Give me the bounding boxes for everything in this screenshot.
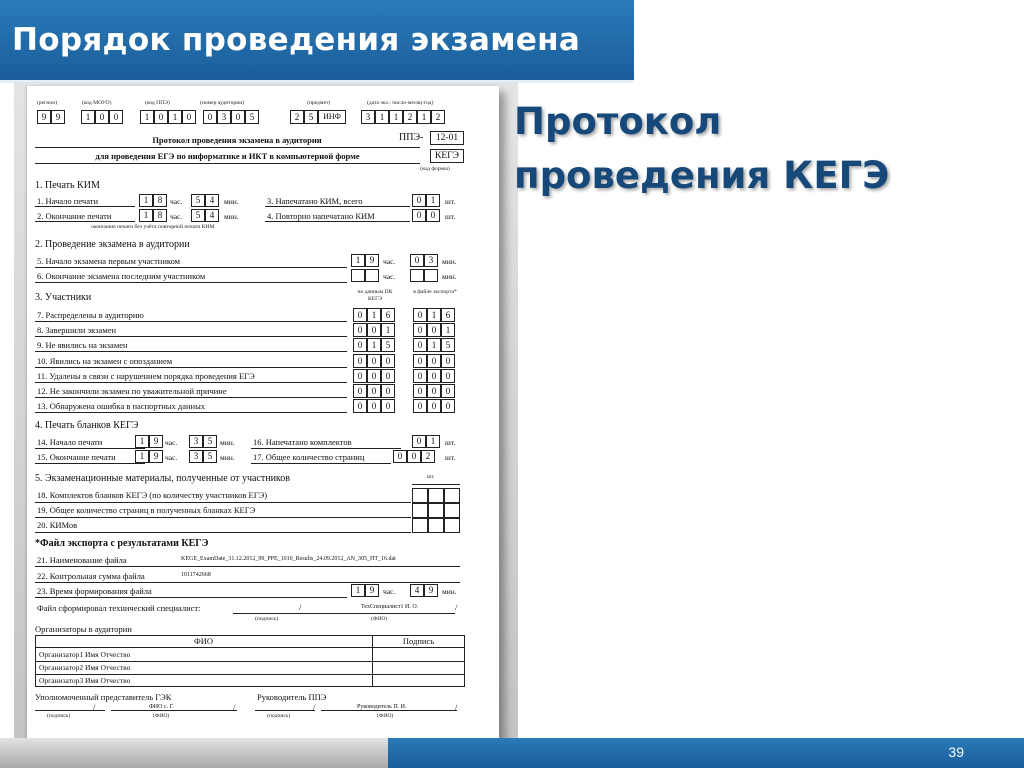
- rule-line: [35, 582, 460, 583]
- protocol-title-rule: [35, 147, 420, 148]
- rule-line: [35, 397, 347, 398]
- moyo-digit: 1: [81, 110, 95, 124]
- slash: /: [455, 602, 458, 612]
- participants-pk-digit: 6: [381, 308, 395, 322]
- rule-line: [35, 502, 411, 503]
- form-code-caption: (код формы): [420, 166, 450, 172]
- materials-cell: [412, 518, 428, 533]
- participants-export-digit: 1: [427, 338, 441, 352]
- ppe-code-caption: (код ППЭ): [145, 100, 170, 106]
- materials-row-label: 18. Комплектов бланков КЕГЭ (по количеству участников ЕГЭ): [37, 490, 268, 500]
- participants-export-digit: 0: [427, 399, 441, 413]
- rule-line: [251, 463, 391, 464]
- specialist-name: ТехСпециалист1 И. О.: [361, 604, 419, 610]
- blank-start-label: 14. Начало печати: [37, 437, 103, 447]
- organizers-col-fio: ФИО: [194, 636, 213, 646]
- participants-pk-digit: 0: [381, 354, 395, 368]
- fio-caption: (ФИО): [371, 616, 388, 622]
- room-digit: 3: [217, 110, 231, 124]
- rule-line: [35, 532, 411, 533]
- slash: /: [299, 602, 302, 612]
- participants-pk-digit: 0: [381, 369, 395, 383]
- printed-kim-label: 3. Напечатано КИМ, всего: [267, 196, 363, 206]
- participants-export-digit: 0: [441, 369, 455, 383]
- ppe-digit: 0: [182, 110, 196, 124]
- exam-start-label: 5. Начало экзамена первым участником: [37, 256, 181, 266]
- end-print-min: 5: [191, 209, 205, 222]
- slide-title: Порядок проведения экзамена: [12, 22, 581, 58]
- gek-name: ФИО с. Г.: [149, 704, 174, 710]
- rule-line: [35, 367, 347, 368]
- exam-end-label: 6. Окончание экзамена последним участником: [37, 271, 206, 281]
- rule-line: [111, 710, 237, 711]
- participants-pk-digit: 0: [353, 399, 367, 413]
- ppe-digit: 1: [168, 110, 182, 124]
- materials-header-box: [412, 484, 460, 488]
- rule-line: [35, 412, 347, 413]
- participants-export-digit: 0: [413, 338, 427, 352]
- participants-export-digit: 0: [413, 384, 427, 398]
- blank-start-hour: 9: [149, 435, 163, 448]
- participants-pk-digit: 0: [367, 384, 381, 398]
- rule-line: [35, 321, 347, 322]
- participants-pk-digit: 0: [381, 384, 395, 398]
- blank-end-min: 5: [203, 450, 217, 463]
- room-digit: 0: [231, 110, 245, 124]
- protocol-subtitle-rule: [35, 163, 420, 164]
- date-digit: 2: [431, 110, 445, 124]
- subject-name: ИНФ: [318, 110, 346, 124]
- participants-pk-digit: 0: [353, 384, 367, 398]
- materials-cell: [412, 488, 428, 503]
- rule-line: [265, 206, 410, 207]
- exam-start-min: 0: [410, 254, 424, 267]
- rule-line: [35, 221, 135, 222]
- checksum-value: 1011742668: [181, 572, 211, 578]
- hour-unit: час.: [170, 212, 183, 221]
- start-print-label: 1. Начало печати: [37, 196, 99, 206]
- participants-pk-digit: 0: [367, 323, 381, 337]
- end-print-min: 4: [205, 209, 219, 222]
- start-print-min: 5: [191, 194, 205, 207]
- region-digit: 9: [51, 110, 65, 124]
- region-caption: (регион): [37, 100, 58, 106]
- organizer-name: Организатор1 Имя Отчество: [39, 650, 131, 659]
- end-print-note: окончание печати без учёта повторной печати КИМ: [91, 224, 215, 230]
- ppe-digit: 0: [154, 110, 168, 124]
- pcs-unit: шт.: [445, 197, 456, 206]
- min-unit: мин.: [224, 212, 239, 221]
- blank-pages-digit: 0: [407, 450, 421, 463]
- date-digit: 2: [403, 110, 417, 124]
- section-4-title: 4. Печать бланков КЕГЭ: [35, 420, 139, 431]
- subject-digit: 5: [304, 110, 318, 124]
- exam-end-hour: [351, 269, 365, 282]
- participants-export-digit: 0: [413, 354, 427, 368]
- sign-caption: (подпись): [255, 616, 279, 622]
- blank-pages-digit: 0: [393, 450, 407, 463]
- start-print-hour: 1: [139, 194, 153, 207]
- rule-line: [233, 613, 317, 614]
- section-2-title: 2. Проведение экзамена в аудитории: [35, 239, 190, 250]
- participants-pk-digit: 0: [353, 323, 367, 337]
- blank-end-hour: 9: [149, 450, 163, 463]
- participants-export-digit: 0: [413, 399, 427, 413]
- rule-line: [35, 336, 347, 337]
- participants-row-label: 13. Обнаружена ошибка в паспортных данных: [37, 401, 206, 412]
- rule-line: [35, 597, 347, 598]
- blank-sets-label: 16. Напечатано комплектов: [253, 437, 352, 447]
- participants-pk-digit: 0: [353, 369, 367, 383]
- blank-start-min: 5: [203, 435, 217, 448]
- organizers-col-sign: Подпись: [402, 636, 435, 646]
- ppe-head-name: Руководитель П. И.: [357, 704, 407, 710]
- materials-cell: [428, 503, 444, 518]
- exam-end-hour: [365, 269, 379, 282]
- hour-unit: час.: [383, 587, 396, 596]
- export-time-min: 9: [424, 584, 438, 597]
- rule-line: [35, 382, 347, 383]
- export-title: *Файл экспорта с результатами КЕГЭ: [35, 538, 209, 549]
- participants-row-label: 11. Удалены в связи с нарушением порядка проведения ЕГЭ: [37, 370, 255, 381]
- participants-pk-digit: 0: [353, 308, 367, 322]
- hour-unit: час.: [165, 438, 178, 447]
- participants-pk-digit: 0: [353, 338, 367, 352]
- participants-pk-digit: 5: [381, 338, 395, 352]
- moyo-digit: 0: [95, 110, 109, 124]
- participants-export-digit: 0: [441, 399, 455, 413]
- slide-heading-line1: Протокол: [514, 100, 722, 143]
- reprinted-kim-label: 4. Повторно напечатано КИМ: [267, 211, 375, 221]
- pcs-header: шт.: [427, 474, 435, 480]
- min-unit: мин.: [442, 587, 457, 596]
- end-print-hour: 1: [139, 209, 153, 222]
- rule-line: [35, 647, 465, 648]
- blank-end-hour: 1: [135, 450, 149, 463]
- printed-kim-digit: 1: [426, 194, 440, 207]
- col-pk-kege: по данным ПК КЕГЭ: [357, 289, 393, 302]
- end-print-hour: 8: [153, 209, 167, 222]
- protocol-document: [27, 86, 499, 738]
- blank-pages-digit: 2: [421, 450, 435, 463]
- slash: /: [93, 702, 96, 712]
- rule-line: [35, 351, 347, 352]
- participants-row-label: 9. Не явились на экзамен: [37, 340, 128, 351]
- hour-unit: час.: [170, 197, 183, 206]
- slash: /: [455, 702, 458, 712]
- export-time-hour: 9: [365, 584, 379, 597]
- organizers-title: Организаторы в аудитории: [35, 624, 132, 634]
- materials-cell: [444, 503, 460, 518]
- ppe-fio-caption: (ФИО): [377, 713, 394, 719]
- materials-cell: [428, 488, 444, 503]
- participants-export-digit: 1: [441, 323, 455, 337]
- file-name-value: KEGE_ExamDate_31.12.2012_99_PPE_1010_Results_24.09.2012_AN_305_HT_16.dat: [181, 556, 396, 562]
- specialist-label: Файл сформировал технический специалист:: [37, 603, 201, 613]
- page-number: 39: [948, 744, 964, 760]
- rule-line: [255, 710, 315, 711]
- rule-line: [35, 267, 347, 268]
- hour-unit: час.: [383, 257, 396, 266]
- pcs-unit: шт.: [445, 438, 456, 447]
- room-digit: 5: [245, 110, 259, 124]
- hour-unit: час.: [165, 453, 178, 462]
- rule-line: [35, 463, 145, 464]
- participants-export-digit: 0: [413, 369, 427, 383]
- room-digit: 0: [203, 110, 217, 124]
- organizer-name: Организатор3 Имя Отчество: [39, 676, 131, 685]
- col-export-file: в файле экспорта*: [413, 289, 457, 295]
- reprinted-kim-digit: 0: [412, 209, 426, 222]
- participants-pk-digit: 1: [367, 308, 381, 322]
- rule-line: [321, 710, 457, 711]
- slash: /: [313, 702, 316, 712]
- rule-line: [265, 221, 410, 222]
- participants-pk-digit: 0: [367, 369, 381, 383]
- moyo-digit: 0: [109, 110, 123, 124]
- gek-label: Уполномоченный представитель ГЭК: [35, 692, 172, 702]
- exam-end-min: [424, 269, 438, 282]
- region-digit: 9: [37, 110, 51, 124]
- materials-row-label: 19. Общее количество страниц в полученных бланках КЕГЭ: [37, 505, 256, 515]
- participants-export-digit: 0: [427, 384, 441, 398]
- materials-cell: [412, 503, 428, 518]
- participants-export-digit: 0: [413, 308, 427, 322]
- rule-line: [251, 448, 401, 449]
- min-unit: мин.: [220, 453, 235, 462]
- blank-sets-digit: 1: [426, 435, 440, 448]
- pcs-unit: шт.: [445, 453, 456, 462]
- participants-export-digit: 6: [441, 308, 455, 322]
- room-caption: (номер аудитории): [200, 100, 245, 106]
- rule-line: [35, 674, 465, 675]
- export-time-min: 4: [410, 584, 424, 597]
- participants-pk-digit: 0: [367, 399, 381, 413]
- participants-export-digit: 0: [427, 323, 441, 337]
- ppe-head-label: Руководитель ППЭ: [257, 692, 327, 702]
- section-3-title: 3. Участники: [35, 292, 92, 303]
- blank-pages-label: 17. Общее количество страниц: [253, 452, 365, 462]
- moyo-caption: (код МОУО): [82, 100, 112, 106]
- participants-pk-digit: 1: [367, 338, 381, 352]
- participants-pk-digit: 0: [353, 354, 367, 368]
- end-print-label: 2. Окончание печати: [37, 211, 112, 221]
- section-5-title: 5. Экзаменационные материалы, полученные от участников: [35, 473, 290, 484]
- start-print-hour: 8: [153, 194, 167, 207]
- blank-start-min: 3: [189, 435, 203, 448]
- subject-caption: (предмет): [307, 100, 331, 106]
- participants-row-label: 10. Явились на экзамен с опозданием: [37, 355, 173, 366]
- exam-start-hour: 9: [365, 254, 379, 267]
- blank-end-label: 15. Окончание печати: [37, 452, 116, 462]
- footer-bar-right: [388, 738, 1024, 768]
- min-unit: мин.: [220, 438, 235, 447]
- participants-export-digit: 5: [441, 338, 455, 352]
- materials-cell: [444, 488, 460, 503]
- checksum-label: 22. Контрольная сумма файла: [37, 571, 145, 581]
- rule-line: [35, 566, 460, 567]
- section-1-title: 1. Печать КИМ: [35, 180, 100, 191]
- ppe-sign-caption: (подпись): [267, 713, 291, 719]
- participants-pk-digit: 0: [367, 354, 381, 368]
- protocol-title: Протокол проведения экзамена в аудитории: [152, 135, 322, 145]
- form-code-label: ППЭ-: [399, 132, 424, 143]
- rule-line: [307, 613, 455, 614]
- rule-line: [35, 206, 135, 207]
- min-unit: мин.: [442, 272, 457, 281]
- participants-export-digit: 0: [441, 384, 455, 398]
- subject-digit: 2: [290, 110, 304, 124]
- min-unit: мин.: [224, 197, 239, 206]
- printed-kim-digit: 0: [412, 194, 426, 207]
- organizer-name: Организатор2 Имя Отчество: [39, 663, 131, 672]
- slide-heading-line2: проведения КЕГЭ: [514, 154, 890, 197]
- materials-cell: [444, 518, 460, 533]
- export-time-label: 23. Время формирования файла: [37, 586, 152, 596]
- export-time-hour: 1: [351, 584, 365, 597]
- rule-line: [35, 661, 465, 662]
- file-name-label: 21. Наименование файла: [37, 555, 127, 565]
- title-bar: [0, 0, 634, 80]
- blank-start-hour: 1: [135, 435, 149, 448]
- reprinted-kim-digit: 0: [426, 209, 440, 222]
- participants-row-label: 12. Не закончили экзамен по уважительной причине: [37, 386, 227, 396]
- exam-start-hour: 1: [351, 254, 365, 267]
- footer-bar-left: [0, 738, 388, 768]
- date-caption: (дата экз.: число-месяц-год): [367, 100, 434, 106]
- protocol-subtitle: для проведения ЕГЭ по информатике и ИКТ в компьютерной форме: [95, 151, 360, 161]
- blank-end-min: 3: [189, 450, 203, 463]
- slide-heading: [514, 95, 894, 203]
- form-code-kege: КЕГЭ: [430, 149, 464, 163]
- hour-unit: час.: [383, 272, 396, 281]
- slash: /: [233, 702, 236, 712]
- participants-export-digit: 0: [427, 354, 441, 368]
- date-digit: 1: [417, 110, 431, 124]
- form-code-value: 12-01: [430, 131, 464, 145]
- materials-row-label: 20. КИМов: [37, 520, 78, 530]
- gek-fio-caption: (ФИО): [153, 713, 170, 719]
- date-digit: 1: [375, 110, 389, 124]
- participants-pk-digit: 1: [381, 323, 395, 337]
- rule-line: [35, 517, 411, 518]
- pcs-unit: шт.: [445, 212, 456, 221]
- blank-sets-digit: 0: [412, 435, 426, 448]
- participants-export-digit: 1: [427, 308, 441, 322]
- participants-export-digit: 0: [427, 369, 441, 383]
- participants-export-digit: 0: [413, 323, 427, 337]
- rule-line: [35, 448, 145, 449]
- min-unit: мин.: [442, 257, 457, 266]
- start-print-min: 4: [205, 194, 219, 207]
- exam-end-min: [410, 269, 424, 282]
- gek-sign-caption: (подпись): [47, 713, 71, 719]
- participants-export-digit: 0: [441, 354, 455, 368]
- ppe-digit: 1: [140, 110, 154, 124]
- participants-row-label: 7. Распределены в аудиторию: [37, 310, 144, 320]
- date-digit: 3: [361, 110, 375, 124]
- participants-pk-digit: 0: [381, 399, 395, 413]
- participants-row-label: 8. Завершили экзамен: [37, 325, 117, 336]
- materials-cell: [428, 518, 444, 533]
- date-digit: 1: [389, 110, 403, 124]
- rule-line: [35, 282, 347, 283]
- exam-start-min: 3: [424, 254, 438, 267]
